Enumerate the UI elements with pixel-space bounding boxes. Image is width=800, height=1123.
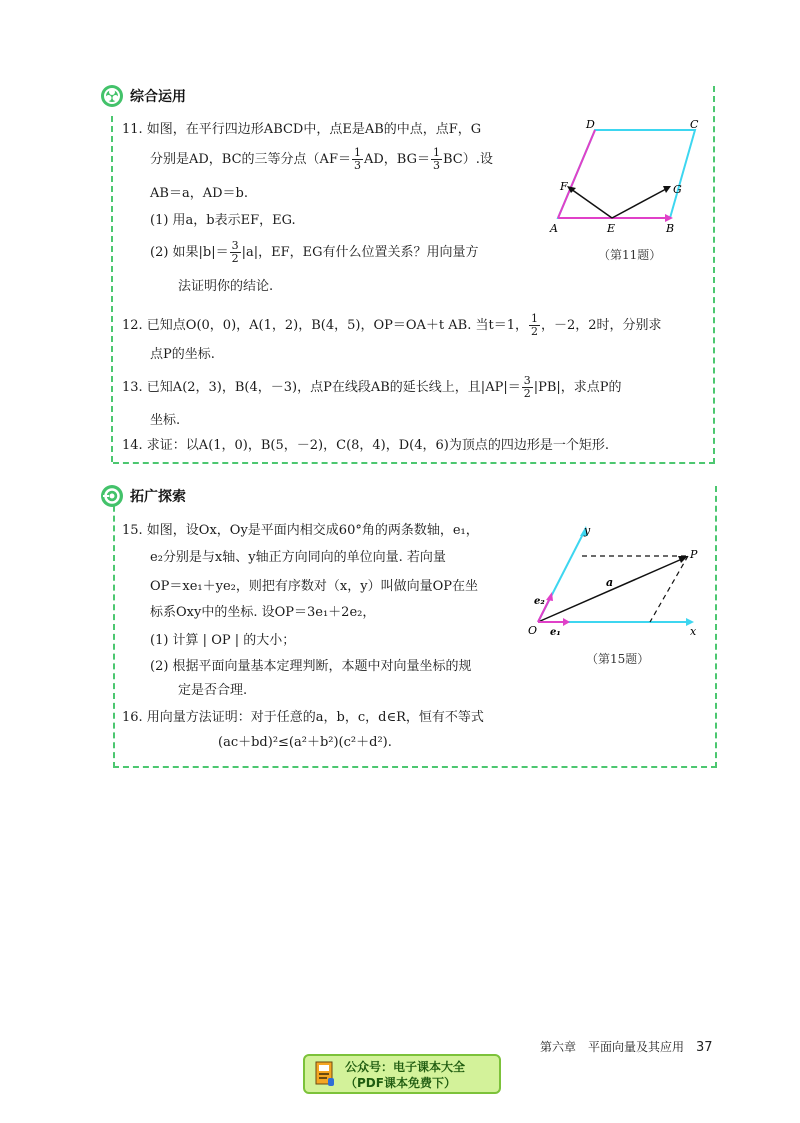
label-p: P [690,548,698,561]
q12-text: ，－2，2时，分别求 [540,318,662,333]
q11-text: AB＝a，AD＝b. [150,186,248,201]
fraction-den: 2 [530,325,538,338]
q11-text: 分别是AD，BC的三等分点（AF＝ [150,152,351,167]
q13-text: 坐标. [150,413,181,428]
label-a: A [550,222,558,235]
fraction-den: 2 [231,252,239,265]
q11-text: AD，BG＝ [363,152,430,167]
fraction-num: 1 [353,146,361,159]
q15-text: 标系Oxy中的坐标. 设OP＝3e₁＋2e₂， [150,605,376,620]
q11-line-5 [122,238,479,268]
fraction-num: 1 [530,312,538,325]
oblique-axes-figure [520,518,710,638]
q15-line-4 [122,598,375,628]
fraction [431,147,442,172]
section-header-exploration [100,484,186,508]
e2-arrowhead [546,592,553,601]
q13-text: 13. 已知A(2，3)，B(4，－3)，点P在线段AB的延长线上，且|AP|＝ [122,380,521,395]
vector-a [538,559,682,622]
fraction-num: 3 [231,239,239,252]
fraction-den: 3 [353,159,361,172]
q15-line-1: 15. 如图，设Ox，Oy是平面内相交成60°角的两条数轴，e₁， [122,523,479,538]
fraction-den: 3 [432,159,440,172]
side-ad [558,130,595,218]
q16-line-1: 16. 用向量方法证明：对于任意的a，b，c，d∈R，恒有不等式 [122,710,484,725]
vector-ef [571,189,612,218]
q11-text: 法证明你的结论. [178,279,274,294]
e1-arrowhead [563,618,570,626]
q15-text: OP＝xe₁＋ye₂，则把有序数对（x，y）叫做向量OP在坐 [150,579,478,594]
q11-text: |a|，EF，EG有什么位置关系？用向量方 [241,245,479,260]
page-footer [540,1038,713,1055]
label-d: D [586,118,595,131]
chapter-title: 第六章 平面向量及其应用 [540,1040,685,1054]
q11-text: (2) 如果|b|＝ [150,245,229,260]
label-c: C [690,118,699,131]
fraction [230,240,241,265]
q12-line-1 [122,311,662,341]
q15-text: 定是否合理. [178,683,248,698]
parallelogram-outline [558,130,695,218]
q11-line-6 [122,272,273,302]
section-badge-icon [100,84,124,108]
q15-text: (1) 计算 | OP | 的大小； [150,633,296,648]
q11-text: BC）.设 [442,152,493,167]
label-o: O [528,624,538,637]
q14-line-1: 14. 求证：以A(1，0)，B(5，－2)，C(8，4)，D(4，6)为顶点的四边形是一个矩形. [122,438,609,453]
fraction-den: 2 [523,387,531,400]
q11-line-1: 11. 如图，在平行四边形ABCD中，点E是AB的中点，点F，G [122,122,482,137]
label-a: a [606,576,614,589]
q15-line-7 [122,676,247,706]
page-number: 37 [696,1040,713,1055]
fraction [529,313,540,338]
figure-caption-15: （第15题） [586,652,650,666]
vector-eg [612,189,666,218]
q15-text: e₂分别是与x轴、y轴正方向同向的单位向量. 若向量 [150,550,446,565]
q11-text: (1) 用a，b表示EF，EG. [150,213,296,228]
figure-caption-11: （第11题） [598,248,662,262]
label-f: F [560,180,568,193]
q11-line-2 [122,145,493,175]
q12-line-2 [122,340,215,370]
q11-line-3 [122,179,248,209]
label-g: G [673,183,682,196]
label-b: B [666,222,675,235]
dashed-line-oblique [650,556,688,622]
watermark-line-1: 公众号：电子课本大全 [345,1060,466,1074]
section-title: 综合运用 [130,89,186,105]
q15-text: (2) 根据平面向量基本定理判断，本题中对向量坐标的规 [150,659,472,674]
label-e: E [607,222,616,235]
q11-line-4 [122,206,296,236]
label-e2: e₂ [534,596,545,607]
section-title: 拓广探索 [130,489,186,505]
fraction [522,375,533,400]
fraction-num: 3 [523,374,531,387]
q13-text: |PB|，求点P的 [533,380,622,395]
q13-line-1 [122,373,622,403]
label-y: y [584,524,591,537]
parallelogram-figure [540,118,710,238]
section-badge-icon [100,484,124,508]
q12-text: 点P的坐标. [150,347,215,362]
q15-line-2 [122,543,446,573]
label-x: x [690,625,697,638]
section-header-comprehensive [100,84,186,108]
label-e1: e₁ [550,627,561,638]
watermark-banner [303,1054,501,1094]
q16-line-2: (ac＋bd)²≤(a²＋b²)(c²＋d²). [218,735,392,750]
watermark-line-2: （PDF课本免费下） [345,1076,456,1090]
fraction-num: 1 [432,146,440,159]
book-icon [313,1060,339,1088]
q12-text: 12. 已知点O(0，0)，A(1，2)，B(4，5)，OP＝OA＋t AB. 当t＝1， [122,318,528,333]
fraction [352,147,363,172]
